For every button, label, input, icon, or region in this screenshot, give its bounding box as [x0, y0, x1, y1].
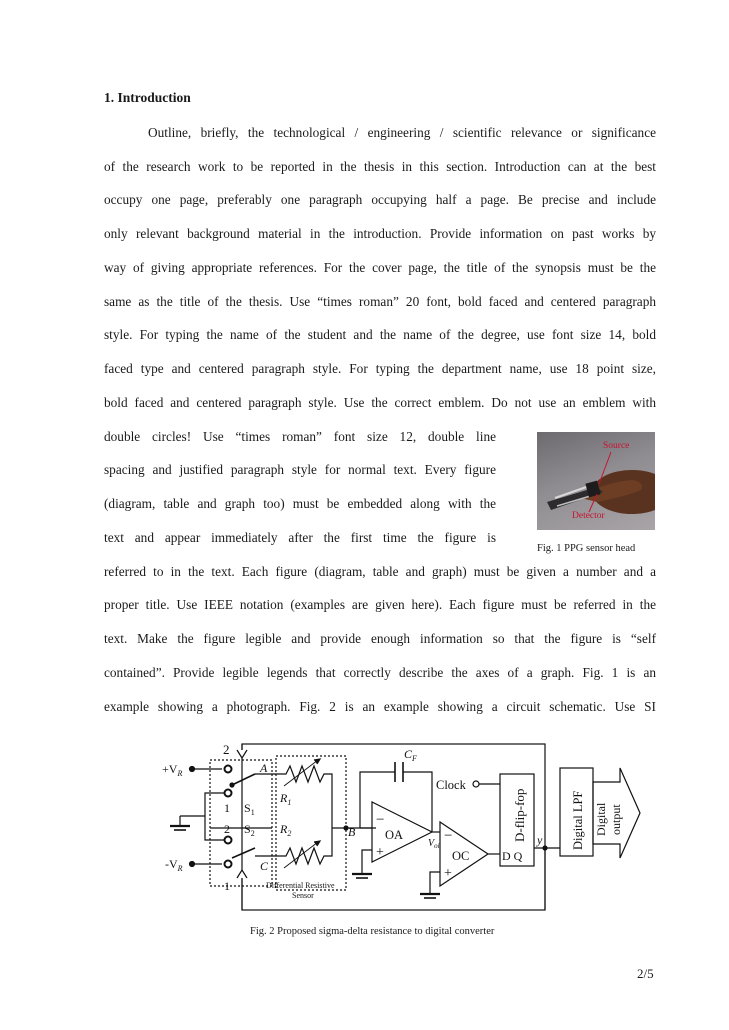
page-number: 2/5 [637, 966, 654, 981]
paragraph-line: style. For typing the name of the student and the name of the degree, use font size 14, bold [104, 327, 656, 342]
label-voi [428, 838, 440, 850]
voi-sub: oi [434, 842, 440, 850]
label-lpf: Digital LPF [571, 790, 585, 850]
label-sensor-line1: Differential Resistive [266, 881, 335, 890]
figure2-caption: Fig. 2 Proposed sigma-delta resistance to digital converter [250, 926, 495, 937]
s2-contact-2 [225, 837, 232, 844]
label-vr-minus [165, 857, 183, 873]
label-oa-plus: + [376, 845, 384, 860]
cf-text: C [404, 747, 413, 761]
label-s2 [244, 822, 255, 838]
s1-contact-1 [225, 790, 232, 797]
paragraph-line: example showing a photograph. Fig. 2 is an example showing a circuit schematic. Use SI [104, 699, 656, 714]
label-oc: OC [452, 849, 470, 863]
feedback-arrow-top [237, 750, 247, 758]
paragraph-line: (diagram, table and graph too) must be embedded along with the [104, 496, 496, 511]
cf-sub: F [412, 754, 417, 763]
paragraph-line: text and appear immediately after the first time the figure is [104, 530, 496, 545]
label-vr-plus [162, 762, 182, 778]
paragraph-line: double circles! Use “times roman” font size 12, double line [104, 429, 496, 444]
clock-terminal [473, 781, 479, 787]
s1-sub: 1 [250, 808, 255, 817]
section-heading: 1. Introduction [104, 90, 191, 105]
r2-sub: 2 [287, 829, 292, 838]
r2-text: R [280, 822, 288, 836]
label-oc-plus: + [444, 866, 452, 881]
label-oa-minus: − [376, 812, 385, 828]
r1-text: R [280, 791, 288, 805]
label-clock: Clock [436, 778, 466, 792]
vr-minus-text: -V [165, 857, 178, 871]
feedback-arrow-bottom [237, 870, 247, 878]
vr-minus-terminal [190, 862, 195, 867]
vr-minus-sub: R [177, 864, 183, 873]
paragraph-line: bold faced and centered paragraph style. Use the correct emblem. Do not use an emblem with [104, 395, 656, 410]
label-cf [404, 747, 417, 763]
label-switch-2: 2 [224, 822, 230, 836]
label-node-a: A [260, 761, 268, 775]
label-output-1: Digital [594, 802, 608, 836]
label-dff: D-flip-fop [512, 788, 527, 842]
s1-text: S [244, 801, 251, 815]
paragraph-line: faced type and centered paragraph style. For typing the department name, use 18 point size, [104, 361, 656, 376]
source-label: Source [603, 441, 630, 451]
paragraph-line: occupy one page, preferably one paragraph occupying half a page. Be precise and include [104, 192, 656, 207]
label-r1 [279, 791, 291, 807]
paragraph-line: spacing and justified paragraph style for normal text. Every figure [104, 462, 496, 477]
label-node-b: B [348, 825, 356, 839]
label-node-c: C [260, 859, 269, 873]
s2-contact-1 [225, 861, 232, 868]
label-oc-minus: − [444, 828, 453, 844]
label-y: y [537, 833, 543, 847]
paragraph-line: contained”. Provide legible legends that correctly describe the axes of a graph. Fig. 1 is an [104, 665, 656, 680]
paragraph-line: of the research work to be reported in the thesis in this section. Introduction can at the best [104, 159, 656, 174]
detector-label: Detector [572, 511, 605, 521]
label-switch-2-top: 2 [223, 742, 230, 757]
s2-sub: 2 [250, 829, 255, 838]
label-sensor-line2: Sensor [292, 891, 314, 900]
label-switch-1: 1 [224, 801, 230, 815]
s1-contact-2 [225, 766, 232, 773]
sigma-delta-circuit-schematic [150, 738, 645, 913]
voi-text: V [428, 838, 435, 849]
vr-plus-text: +V [162, 762, 178, 776]
vr-plus-terminal [190, 767, 195, 772]
r1-sub: 1 [287, 798, 292, 807]
paragraph-line: Outline, briefly, the technological / engineering / scientific relevance or significance [148, 125, 656, 140]
paragraph-line: text. Make the figure legible and provide enough information so that the figure is “self [104, 631, 656, 646]
ppg-sensor-photo [537, 432, 655, 530]
label-switch-1-bottom: 1 [224, 879, 230, 893]
label-oa: OA [385, 828, 404, 842]
s2-text: S [244, 822, 251, 836]
label-output-2: output [609, 804, 623, 835]
paragraph-line: same as the title of the thesis. Use “times roman” 20 font, bold faced and centered paragraph [104, 294, 656, 309]
label-dq: D Q [502, 849, 523, 863]
vr-plus-sub: R [177, 769, 183, 778]
paragraph-line: only relevant background material in the introduction. Provide information on past works by [104, 226, 656, 241]
label-r2 [279, 822, 291, 838]
label-s1 [244, 801, 255, 817]
paragraph-line: proper title. Use IEEE notation (examples are given here). Each figure must be referred in the [104, 597, 656, 612]
figure1-caption: Fig. 1 PPG sensor head [537, 543, 636, 554]
paragraph-line: way of giving appropriate references. For the cover page, the title of the synopsis must be the [104, 260, 656, 275]
paragraph-line: referred to in the text. Each figure (diagram, table and graph) must be given a number and a [104, 564, 656, 579]
